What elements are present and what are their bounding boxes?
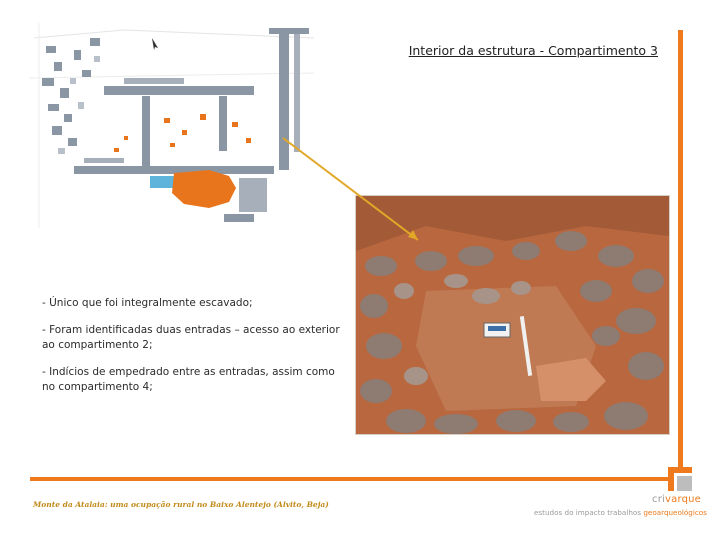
excavation-photo bbox=[355, 195, 670, 435]
logo-name: crivarque bbox=[652, 494, 702, 505]
slide-title: Interior da estrutura - Compartimento 3 bbox=[408, 43, 658, 58]
site-plan-drawing bbox=[24, 18, 324, 233]
footer-caption: Monte da Atalaia: uma ocupação rural no Baixo Alentejo (Alvito, Beja) bbox=[33, 500, 329, 509]
square-logo-icon bbox=[668, 467, 692, 491]
company-logo bbox=[534, 465, 709, 520]
bullet-list bbox=[42, 296, 342, 407]
vertical-accent-bar bbox=[678, 30, 683, 468]
logo-tagline: estudos do impacto trabalhos geoarqueológicos bbox=[534, 508, 707, 517]
bullet-item: - Indícios de empedrado entre as entradas, assim como no compartimento 4; bbox=[42, 366, 335, 393]
bullet-item: - Único que foi integralmente escavado; bbox=[42, 297, 253, 309]
bullet-item: - Foram identificadas duas entradas – acesso ao exterior ao compartimento 2; bbox=[42, 324, 340, 351]
